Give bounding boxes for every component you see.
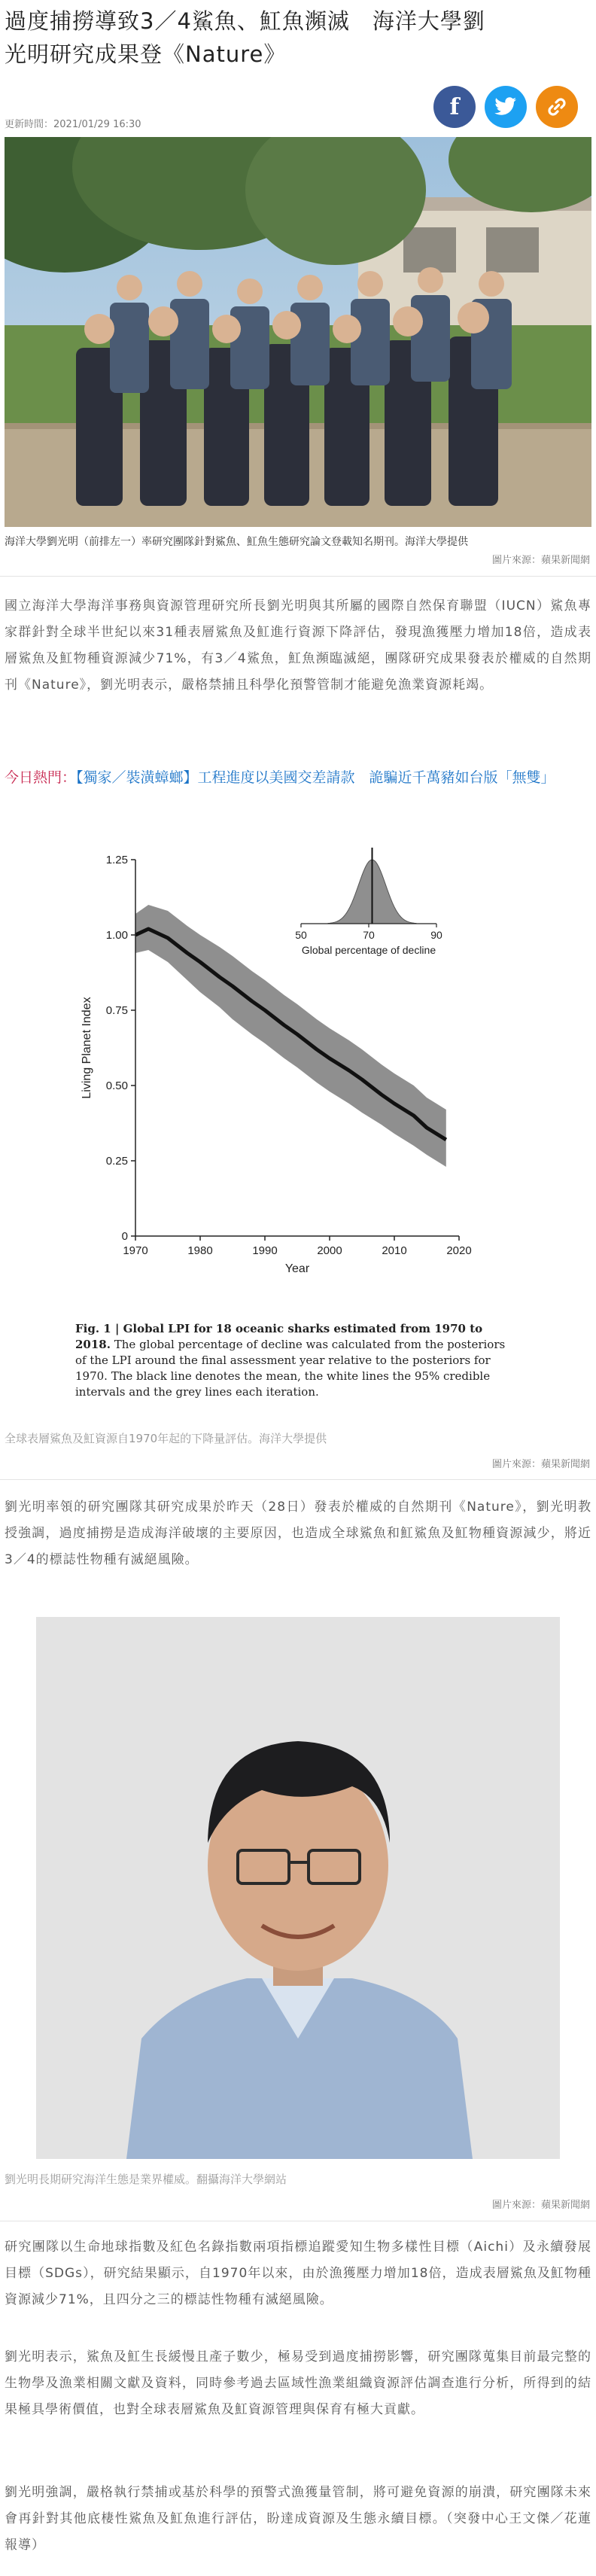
figure-caption bbox=[75, 1321, 519, 1400]
y-tick-label: 0 bbox=[121, 1230, 128, 1243]
facebook-share-button[interactable] bbox=[433, 86, 476, 128]
hot-news-label: 今日熱門： bbox=[5, 769, 77, 786]
update-label: 更新時間： bbox=[5, 119, 54, 130]
inset-tick-label: 70 bbox=[363, 929, 375, 941]
x-tick-label: 2010 bbox=[382, 1244, 407, 1257]
portrait-photo bbox=[36, 1617, 560, 2159]
lpi-chart bbox=[68, 845, 519, 1326]
chart-caption: 全球表層鯊魚及魟資源自1970年起的下降量評估。海洋大學提供 bbox=[5, 1432, 327, 1445]
divider bbox=[0, 1479, 596, 1480]
article-title: 過度捕撈導致3／4鯊魚、魟魚瀕滅 海洋大學劉光明研究成果登《Nature》 bbox=[5, 8, 485, 67]
twitter-icon bbox=[494, 97, 517, 117]
chart-credit: 圖片來源：蘋果新聞網 bbox=[491, 1459, 590, 1470]
paragraph-1: 國立海洋大學海洋事務與資源管理研究所長劉光明與其所屬的國際自然保育聯盟（IUCN）鯊魚專家群針對全球半世紀以來31種表層鯊魚及魟進行資源下降評估，發現漁獲壓力增加18倍，造成表層鯊魚及魟物種資源減少71%，有3／4鯊魚，魟魚瀕臨滅絕，團隊研究成果發表於權威的自然期刊《Nature》，劉光明表示，嚴格禁捕且科學化預警管制才能避免漁業資源耗竭。 bbox=[5, 598, 591, 693]
twitter-share-button[interactable] bbox=[485, 86, 527, 128]
x-tick-label: 1990 bbox=[252, 1244, 278, 1257]
hot-news-link[interactable]: 【獨家／裝潢蟑螂】工程進度以美國交差請款 詭騙近千萬豬如台版「無雙」 bbox=[76, 769, 555, 786]
update-value: 2021/01/29 16:30 bbox=[53, 119, 141, 130]
paragraph-4: 劉光明表示，鯊魚及魟生長緩慢且產子數少，極易受到過度捕撈影響，研究團隊蒐集目前最完整的生物學及漁業相關文獻及資料，同時參考過去區域性漁業組織資源評估調查進行分析，所得到的結果極具學術價值，也對全球表層鯊魚及魟資源管理與保育有極大貢獻。 bbox=[5, 2349, 591, 2417]
portrait-credit: 圖片來源：蘋果新聞網 bbox=[491, 2200, 590, 2211]
inset-axis-label: Global percentage of decline bbox=[301, 944, 436, 956]
y-tick-label: 1.25 bbox=[105, 854, 128, 866]
update-time bbox=[5, 116, 141, 130]
paragraph-3: 研究團隊以生命地球指數及紅色名錄指數兩項指標追蹤愛知生物多樣性目標（Aichi）及永續發展目標（SDGs），研究結果顯示，自1970年以來，由於漁獲壓力增加18倍，造成表層鯊魚及魟物種資源減少71%，且四分之三的標誌性物種有滅絕風險。 bbox=[5, 2240, 591, 2307]
facebook-icon: f bbox=[449, 93, 460, 120]
hero-credit: 圖片來源：蘋果新聞網 bbox=[491, 555, 590, 566]
x-tick-label: 1980 bbox=[187, 1244, 213, 1257]
figure-caption-title: Fig. 1 | Global LPI for 18 oceanic sharks estimated from 1970 to 2018. bbox=[75, 1322, 483, 1351]
portrait-caption: 劉光明長期研究海洋生態是業界權威。翻攝海洋大學網站 bbox=[5, 2173, 287, 2186]
x-axis-label: Year bbox=[284, 1262, 310, 1275]
copy-link-button[interactable] bbox=[536, 86, 578, 128]
paragraph-5: 劉光明強調，嚴格執行禁捕或基於科學的預警式漁獲量管制，將可避免資源的崩潰，研究團隊未來會再針對其他底棲性鯊魚及魟魚進行評估，盼達成資源及生態永續目標。（突發中心王文傑／花蓮報導） bbox=[5, 2485, 591, 2553]
y-tick-label: 0.50 bbox=[105, 1079, 128, 1092]
figure-caption-body: The global percentage of decline was calculated from the posteriors of the LPI around the final assessment year relative to the posteriors for 1970. The black line denotes the mean, the white lines the 95% credible intervals and the grey lines each iteration. bbox=[75, 1338, 506, 1399]
divider bbox=[0, 576, 596, 577]
inset-tick-label: 90 bbox=[430, 929, 442, 941]
y-tick-label: 0.75 bbox=[105, 1004, 128, 1017]
x-tick-label: 2000 bbox=[317, 1244, 342, 1257]
hot-news bbox=[5, 765, 591, 791]
hero-photo bbox=[5, 137, 591, 527]
link-icon bbox=[546, 96, 568, 118]
paragraph-2: 劉光明率領的研究團隊其研究成果於昨天（28日）發表於權威的自然期刊《Nature》，劉光明教授強調，過度捕撈是造成海洋破壞的主要原因，也造成全球鯊魚和魟鯊魚及魟物種資源減少，將近3／4的標誌性物種有滅絕風險。 bbox=[5, 1500, 591, 1567]
y-tick-label: 0.25 bbox=[105, 1155, 128, 1168]
hero-caption: 海洋大學劉光明（前排左一）率研究團隊針對鯊魚、魟魚生態研究論文登載知名期刊。海洋大學提供 bbox=[5, 536, 468, 548]
x-tick-label: 1970 bbox=[123, 1244, 148, 1257]
y-axis-label: Living Planet Index bbox=[81, 997, 93, 1099]
y-tick-label: 1.00 bbox=[105, 929, 128, 942]
x-tick-label: 2020 bbox=[446, 1244, 472, 1257]
inset-tick-label: 50 bbox=[295, 929, 307, 941]
